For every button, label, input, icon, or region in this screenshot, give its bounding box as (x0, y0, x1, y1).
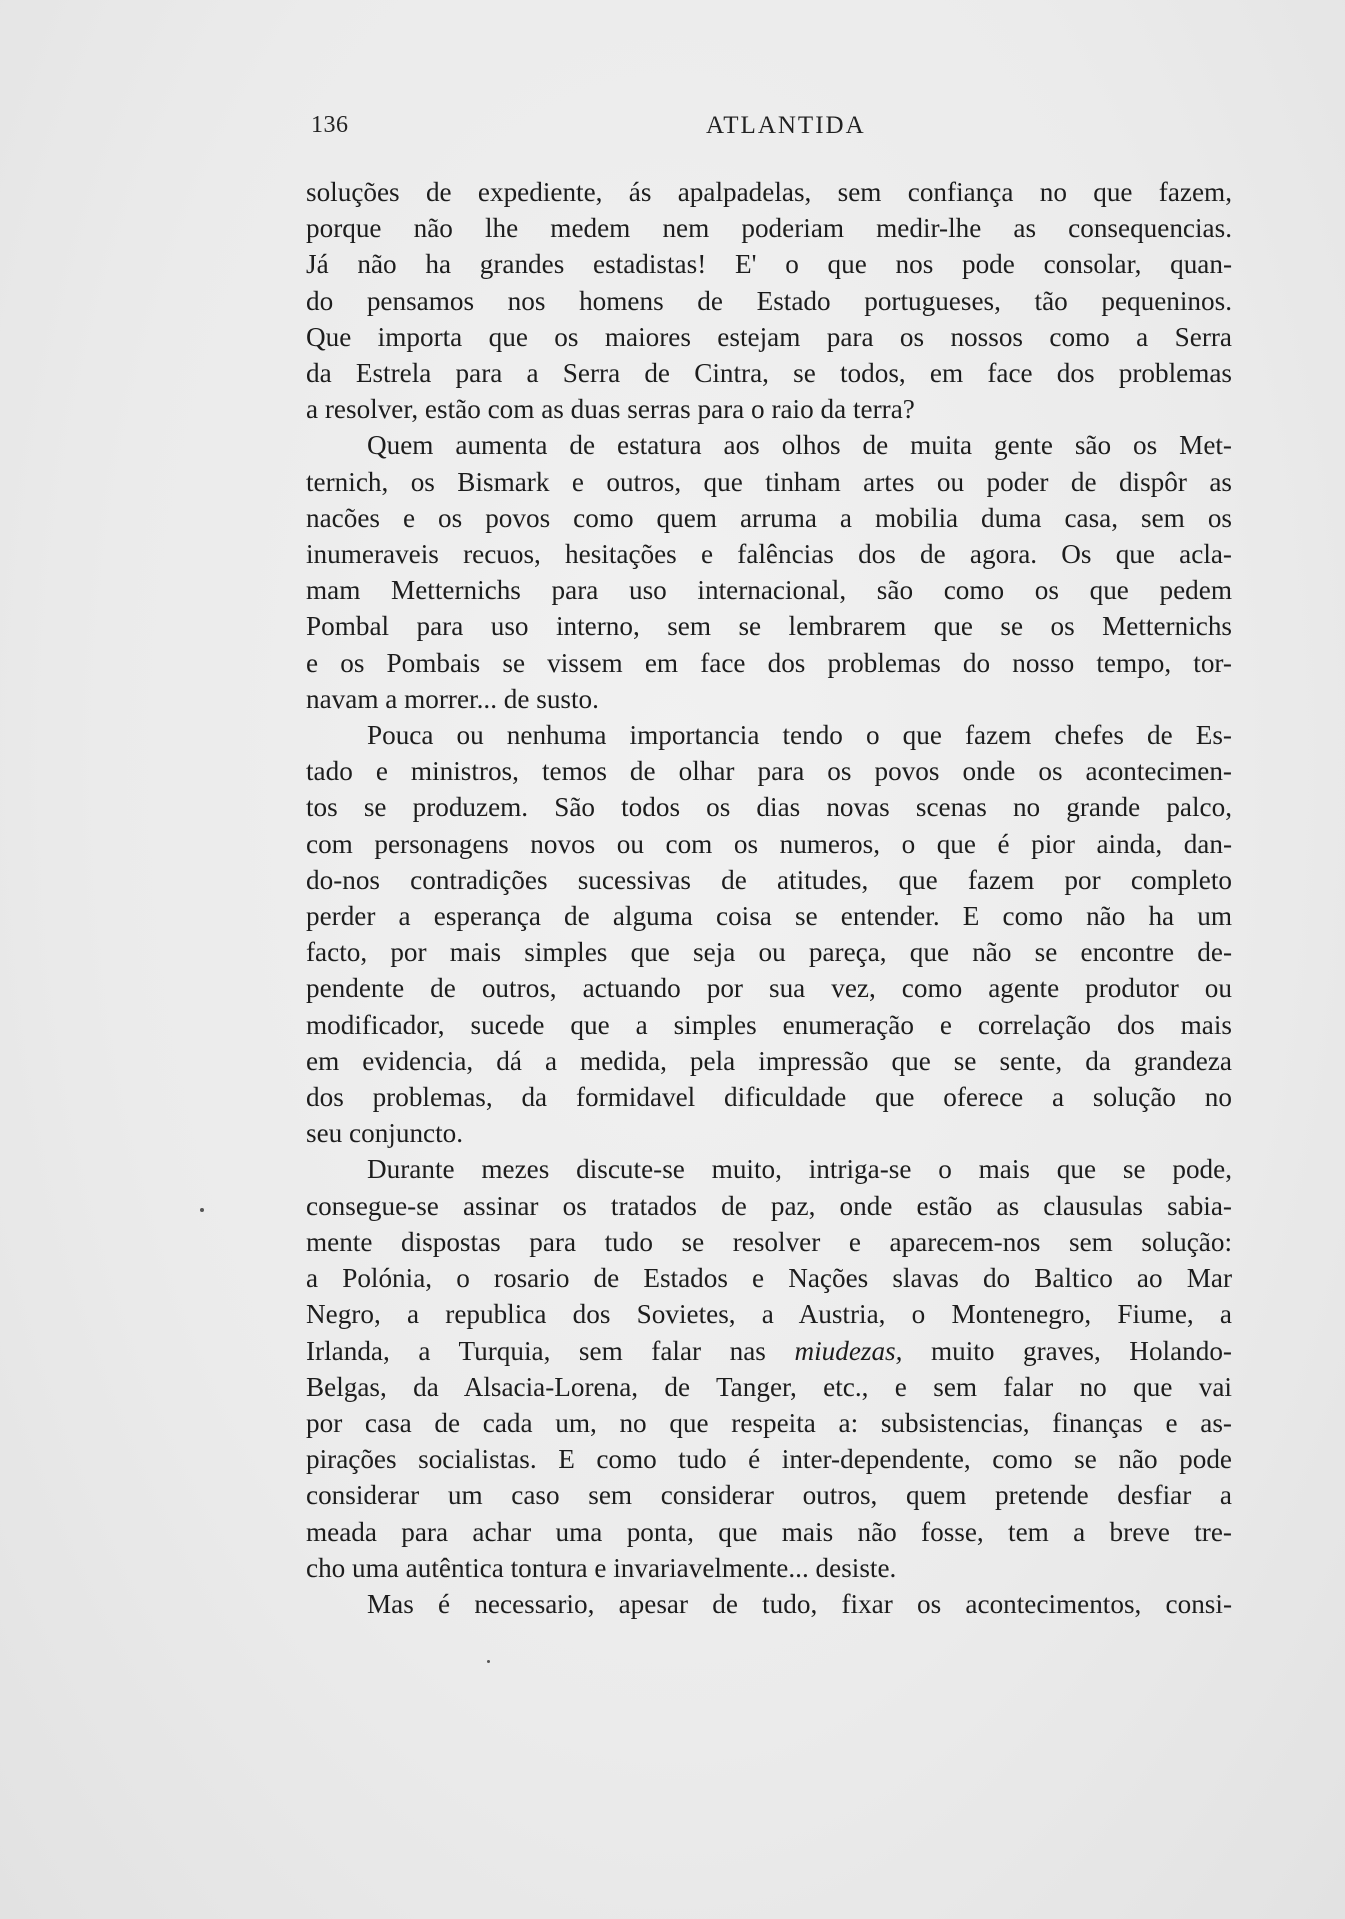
paragraph-2 (306, 427, 1232, 717)
text-line: do pensamos nos homens de Estado portugueses, tão pequeninos. (306, 285, 1232, 316)
paper-speck (200, 1208, 204, 1212)
text-line: em evidencia, dá a medida, pela impressão que se sente, da grandeza (306, 1045, 1232, 1076)
text-line: Durante mezes discute-se muito, intriga-se o mais que se pode, (367, 1154, 1232, 1185)
text-line: Negro, a republica dos Sovietes, a Austria, o Montenegro, Fiume, a (306, 1299, 1232, 1330)
paper-speck (487, 1660, 490, 1663)
text-line: Pouca ou nenhuma importancia tendo o que fazem chefes de Es- (367, 720, 1232, 751)
text-line: soluções de expediente, ás apalpadelas, sem confiança no que fazem, (306, 177, 1232, 207)
text-line: Já não ha grandes estadistas! E' o que nos pode consolar, quan- (306, 249, 1232, 280)
text-line: cho uma autêntica tontura e invariavelmente... desiste. (306, 1552, 897, 1583)
text-line: dos problemas, da formidavel dificuldade que oferece a solução no (306, 1082, 1232, 1113)
text-line: do-nos contradições sucessivas de atitudes, que fazem por completo (306, 864, 1232, 895)
italic-word: miudezas, (794, 1335, 903, 1366)
text-line: a Polónia, o rosario de Estados e Nações slavas do Baltico ao Mar (306, 1263, 1232, 1294)
text-line: com personagens novos ou com os numeros, o que é pior ainda, dan- (306, 828, 1232, 859)
text-line: tos se produzem. São todos os dias novas scenas no grande palco, (306, 792, 1232, 823)
running-title: ATLANTIDA (706, 112, 866, 139)
text-line: seu conjuncto. (306, 1118, 464, 1149)
text-line: tado e ministros, temos de olhar para os povos onde os acontecimen- (306, 756, 1232, 787)
text-line: navam a morrer... de susto. (306, 683, 599, 714)
text-line: Que importa que os maiores estejam para os nossos como a Serra (306, 321, 1232, 352)
text-line: Pombal para uso interno, sem se lembrarem que se os Metternichs (306, 611, 1232, 642)
text-line: meada para achar uma ponta, que mais não fosse, tem a breve tre- (306, 1516, 1232, 1547)
text-line: nacões e os povos como quem arruma a mobilia duma casa, sem os (306, 502, 1232, 533)
text-line: e os Pombais se vissem em face dos problemas do nosso tempo, tor- (306, 647, 1232, 678)
paragraph-5 (306, 1586, 1232, 1622)
text-line: pirações socialistas. E como tudo é inter-dependente, como se não pode (306, 1444, 1232, 1475)
text-line-with-italic (306, 1333, 1232, 1369)
body-text (306, 174, 1232, 1622)
text-line: inumeraveis recuos, hesitações e falências dos de agora. Os que acla- (306, 539, 1232, 570)
text-line: Mas é necessario, apesar de tudo, fixar os acontecimentos, consi- (367, 1588, 1232, 1619)
page-header (311, 112, 1236, 144)
text-line: a resolver, estão com as duas serras para o raio da terra? (306, 394, 915, 425)
text-fragment: muito graves, Holando- (902, 1335, 1232, 1366)
text-line: mam Metternichs para uso internacional, são como os que pedem (306, 575, 1232, 606)
text-line: perder a esperança de alguma coisa se entender. E como não ha um (306, 901, 1232, 932)
text-line: ternich, os Bismark e outros, que tinham artes ou poder de dispôr as (306, 466, 1232, 497)
text-line: pendente de outros, actuando por sua vez, como agente produtor ou (306, 973, 1232, 1004)
text-line: porque não lhe medem nem poderiam medir-lhe as consequencias. (306, 213, 1232, 244)
text-line: Quem aumenta de estatura aos olhos de muita gente são os Met- (367, 430, 1232, 461)
paragraph-4 (306, 1151, 1232, 1585)
paragraph-1 (306, 174, 1232, 427)
text-line: modificador, sucede que a simples enumeração e correlação dos mais (306, 1009, 1232, 1040)
page-number: 136 (311, 112, 349, 138)
text-line: da Estrela para a Serra de Cintra, se todos, em face dos problemas (306, 358, 1232, 389)
text-line: mente dispostas para tudo se resolver e aparecem-nos sem solução: (306, 1226, 1232, 1257)
text-line: Belgas, da Alsacia-Lorena, de Tanger, etc., e sem falar no que vai (306, 1371, 1232, 1402)
paragraph-3 (306, 717, 1232, 1151)
text-fragment: Irlanda, a Turquia, sem falar nas (306, 1335, 795, 1366)
text-line: considerar um caso sem considerar outros, quem pretende desfiar a (306, 1480, 1232, 1511)
text-line: facto, por mais simples que seja ou pareça, que não se encontre de- (306, 937, 1232, 968)
text-line: consegue-se assinar os tratados de paz, onde estão as clausulas sabia- (306, 1190, 1232, 1221)
text-line: por casa de cada um, no que respeita a: subsistencias, finanças e as- (306, 1407, 1232, 1438)
